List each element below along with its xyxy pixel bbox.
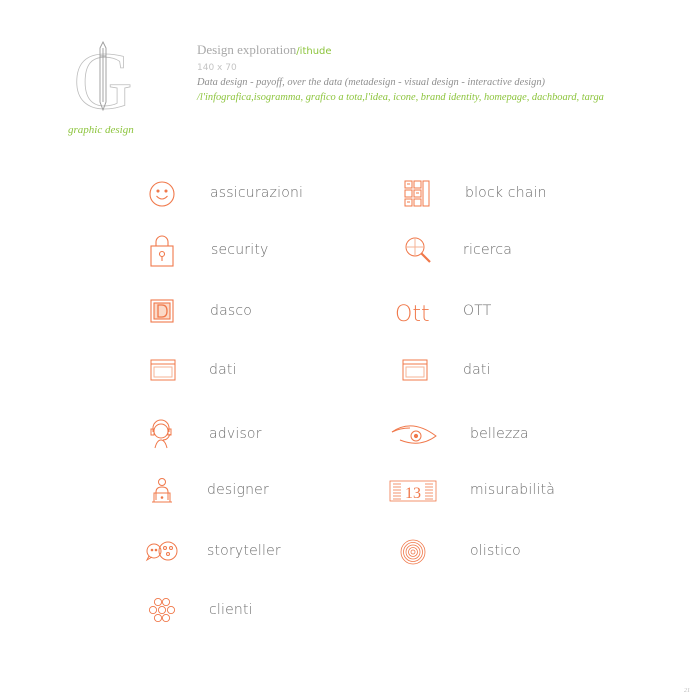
blockchain-icon [403, 177, 437, 211]
person-laptop-icon [148, 474, 182, 508]
header-block [197, 42, 692, 105]
speech-faces-icon [144, 535, 178, 569]
description-line-2: /l'infografica,isogramma, grafico a tota,l'idea, icone, brand identity, homepage, dachboard, targa [197, 92, 604, 103]
svg-text:13: 13 [405, 485, 421, 502]
icon-label: ricerca [463, 242, 513, 258]
logo-caption: graphic design [68, 124, 134, 136]
page-number: 21 [684, 688, 690, 694]
icon-label: block chain [465, 185, 547, 201]
icon-label: storyteller [207, 543, 281, 559]
window-icon [148, 354, 182, 388]
magnifier-icon [402, 234, 436, 268]
smiley-icon [148, 177, 182, 211]
svg-text:Ott: Ott [395, 302, 430, 327]
padlock-icon [148, 234, 182, 268]
icon-label: misurabilità [470, 482, 556, 498]
description-line-1: Data design - payoff, over the data (metadesign - visual design - interactive design) [197, 77, 546, 88]
headset-person-icon [148, 418, 182, 452]
icon-label: olistico [470, 543, 521, 559]
graphic-design-logo [64, 38, 142, 116]
page-title [197, 42, 692, 60]
ruler-13-icon [389, 474, 439, 508]
icon-label: bellezza [470, 426, 529, 442]
icon-label: assicurazioni [210, 185, 304, 201]
window-icon [402, 354, 436, 388]
icon-label: dati [463, 362, 491, 378]
icon-label: advisor [209, 426, 262, 442]
group-faces-icon [148, 594, 182, 628]
title-accent: /ithude [296, 46, 332, 57]
icon-label: clienti [209, 602, 253, 618]
eye-icon [390, 418, 440, 452]
concentric-circles-icon [399, 535, 433, 569]
g-pen-logo-icon [64, 38, 142, 116]
title-text: Design exploration [197, 42, 297, 57]
svg-text:G: G [73, 38, 133, 116]
icon-label: dasco [210, 303, 253, 319]
ott-icon [395, 295, 445, 329]
icon-label: dati [209, 362, 237, 378]
d-box-icon [148, 295, 182, 329]
icon-label: designer [207, 482, 269, 498]
size-text: 140 x 70 [197, 63, 237, 73]
icon-label: security [211, 242, 269, 258]
icon-label: OTT [463, 303, 492, 319]
